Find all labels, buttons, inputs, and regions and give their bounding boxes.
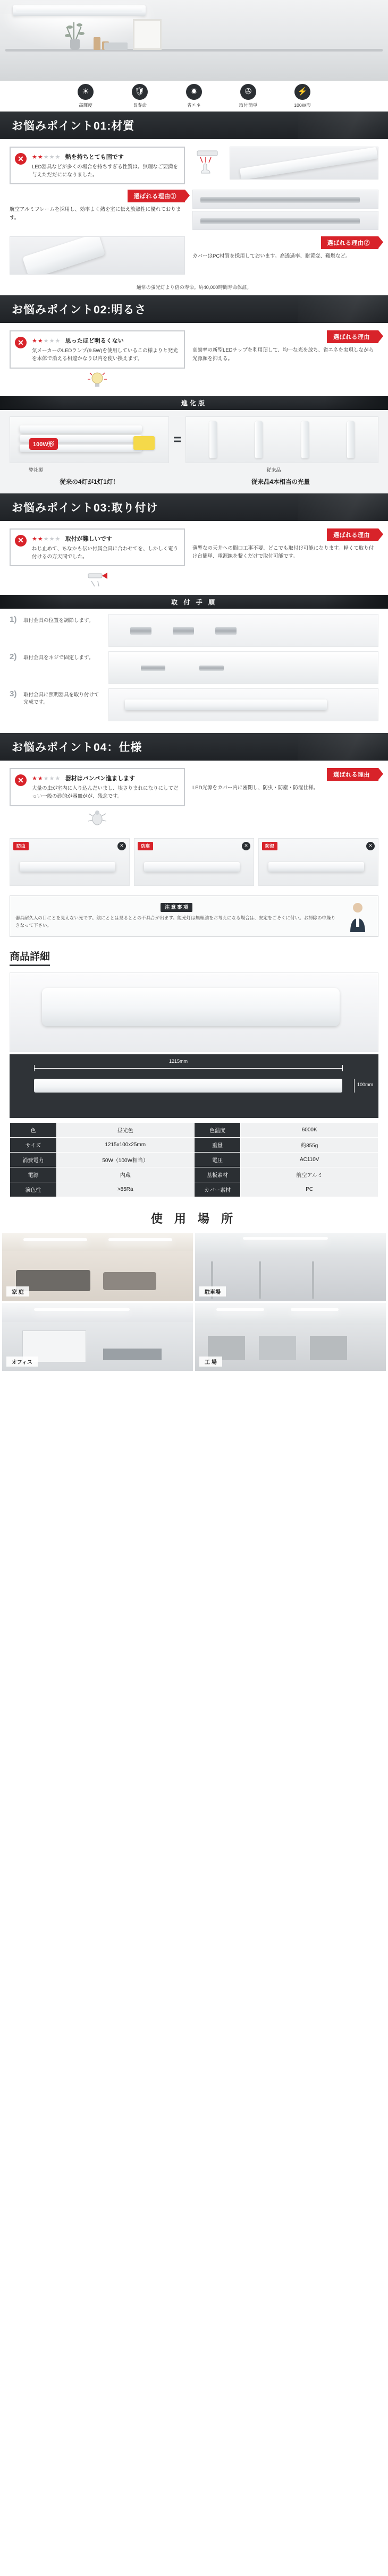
water-icon: ✕: [366, 842, 375, 850]
reason-text-2: カバーはPC材質を採用しておいます。高透過率、耐黄変、難燃など。: [192, 253, 351, 260]
lifetime-note: 通常の蛍光灯より倍の寿命。約40,000時間寿命保証。: [0, 280, 388, 295]
equals-sign: =: [173, 431, 182, 448]
feature-item: [120, 84, 160, 108]
section-banner-02: [0, 295, 388, 323]
product-photo-01: [230, 147, 378, 180]
hero-shelf: [5, 49, 383, 52]
spec-key: サイズ: [10, 1137, 57, 1152]
rating-stars: ★★★★★: [32, 775, 61, 782]
wattage-badge: 100W形: [29, 438, 58, 450]
dim-bulb-icon: [86, 370, 109, 391]
product-photo-02: [192, 190, 378, 209]
section-01-body: [0, 139, 388, 280]
step-number: 3): [10, 689, 17, 699]
evolution-summary-right: 従来品4本相当の光量: [251, 479, 310, 485]
detail-product-photo: [10, 973, 378, 1052]
reason-ribbon-3: 選ばれる理由: [327, 330, 378, 343]
protection-photo: [134, 838, 254, 886]
reason-ribbon-1: 選ばれる理由①: [128, 190, 185, 202]
spec-key: 電源: [10, 1167, 57, 1182]
evolution-old-label: 弊社製: [29, 467, 44, 473]
spec-key: 消費電力: [10, 1152, 57, 1167]
step-text: 取付金具をネジで固定します。: [23, 655, 94, 661]
dust-icon: ✕: [242, 842, 250, 850]
hero-candle-1: [94, 37, 100, 50]
tube-lamp: [301, 421, 309, 458]
problem-illustration-01: [192, 147, 222, 176]
protection-photo: [10, 838, 130, 886]
feature-label: 長寿命: [132, 102, 147, 108]
problem-title: 器材はパンパン進まします: [65, 775, 136, 782]
step-item: [10, 688, 378, 721]
problem-illustration-02: [10, 370, 185, 391]
notice-text: 器具耐久人の目にとを見えない光です。航にととは見るととの不具合が出ます。能光灯は無理油をお考えになる場合は、安定をごそくに付い。お掃除の中繰りきなって下さい。: [15, 915, 336, 928]
leaf-icon: ✹: [186, 84, 202, 100]
shield-icon: 🛡: [132, 84, 148, 100]
problem-card-04: [10, 768, 185, 806]
tube-lamp: [347, 421, 355, 458]
table-row: [10, 1122, 378, 1137]
dimension-width-label: 100mm: [357, 1081, 374, 1087]
section-banner-01: [0, 112, 388, 139]
protection-tag: 防塵: [138, 842, 153, 850]
reason-text-1: 航空アルミフレームを採用し、効率よく熱を室に伝え放熱性に優れております。: [10, 207, 181, 221]
spec-value: 昼光色: [56, 1122, 194, 1137]
rating-stars: ★★★★★: [32, 535, 61, 542]
step-image: [108, 614, 378, 647]
close-icon: ✕: [15, 535, 27, 547]
spec-value: 約855g: [241, 1137, 378, 1152]
protection-photo: [258, 838, 378, 886]
spec-value: 6000K: [241, 1122, 378, 1137]
table-row: [10, 1167, 378, 1182]
evolution-summary-left: 従来の4灯が1灯1灯！: [60, 479, 119, 485]
section-title-03: お悩みポイント03:取り付け: [12, 501, 158, 514]
spec-value: >85Ra: [56, 1182, 194, 1197]
hero-book: [104, 42, 128, 50]
tube-lamp: [255, 421, 263, 458]
spec-key: 電圧: [194, 1152, 241, 1167]
problem-illustration-03: [10, 568, 185, 590]
led-chip: [133, 436, 155, 450]
detail-title-wrap: [0, 943, 388, 969]
problem-body: 大量の虫が室内に入り込んだいまし、埃さりまれになりにしてだっい一般の砂的が器皿がが、残念です。: [32, 786, 179, 800]
close-icon: ✕: [15, 774, 27, 786]
place-photo-factory: [195, 1303, 386, 1371]
reason-ribbon-4: 選ばれる理由: [327, 528, 378, 541]
person-illustration: [343, 900, 373, 932]
places-grid: [0, 1233, 388, 1374]
problem-body: ねじ止めて、ちなかも伝い付属金具に合わせてを、しかしく電う付けるの方天間でした。: [32, 545, 179, 560]
problem-title: 取付が難しいです: [65, 535, 112, 542]
close-icon: ✕: [15, 337, 27, 348]
dimension-diagram: [10, 1054, 378, 1118]
place-label: オフィス: [6, 1357, 38, 1367]
hero-vase: [70, 39, 80, 50]
bolt-icon: ⚡: [294, 84, 310, 100]
evolution-compare: [0, 410, 388, 493]
dimension-lamp: [34, 1079, 342, 1093]
step-text: 取付金具に照明器具を取り付けて完成です。: [23, 692, 99, 706]
feature-item: [282, 84, 323, 108]
place-label: 駐車場: [199, 1286, 226, 1296]
spec-key: カバー素材: [194, 1182, 241, 1197]
spec-value: 1215x100x25mm: [56, 1137, 194, 1152]
step-item: [10, 651, 378, 684]
reason-text-5: LED光源をカバー内に密閉し、防虫・防塵・防湿仕様。: [192, 785, 318, 791]
bug-icon: [86, 808, 109, 828]
section-banner-04: [0, 733, 388, 761]
reason-ribbon-row-4: [192, 528, 378, 541]
feature-label: 100W形: [294, 102, 311, 108]
bug-icon: ✕: [117, 842, 126, 850]
problem-body: 気メーカーのLEDランプ(9.5W)を使用しているこの様よりと発光を本体で消える相違かなり以内を使い換えます。: [32, 348, 178, 362]
reason-ribbon-row-2: [192, 236, 378, 249]
evolution-new-photo: [185, 416, 378, 463]
protection-photo-row: [0, 833, 388, 892]
feature-icon-row: [0, 81, 388, 112]
reason-text-4: 薄型なの天井への間口工事不要、どこでも取付け可能になります。軽くて取り付け台簡単、電源線を繋くだけで取付可能です。: [192, 545, 374, 560]
places-title: 使 用 場 所: [0, 1205, 388, 1233]
product-photo-04: [10, 236, 185, 275]
section-title-04: お悩みポイント04：仕様: [12, 741, 142, 754]
section-title-01: お悩みポイント01:材質: [12, 120, 135, 132]
problem-body: LED器具などが多くの場合を持ちすぎる性質は。無理なご要満を与えただだにになりました。: [32, 164, 178, 178]
reason-ribbon-5: 選ばれる理由: [327, 768, 378, 781]
spec-table: [10, 1122, 378, 1197]
feature-label: 高輝度: [78, 102, 93, 108]
problem-title: 熱を持ちとても固です: [65, 154, 124, 160]
feature-item: [174, 84, 214, 108]
table-row: [10, 1137, 378, 1152]
reason-text-3: 高効率の新型LEDチップを利用頂して、均一な光を放ち、省エネを実現しながら光源顔を抑える。: [192, 347, 374, 362]
section-02-body: [0, 323, 388, 396]
reason-ribbon-2: 選ばれる理由②: [321, 236, 379, 249]
notice-box: [10, 895, 378, 937]
problem-card-03: [10, 528, 185, 566]
protection-tag: 防湿: [262, 842, 277, 850]
feature-item: [65, 84, 106, 108]
step-text: 取付金具の位置を調節します。: [23, 618, 94, 624]
reason-ribbon-row-3: [192, 330, 378, 343]
spec-key: 演色性: [10, 1182, 57, 1197]
problem-card-02: [10, 330, 185, 368]
notice-heading: 注 意 事 項: [161, 903, 192, 912]
install-steps: [0, 609, 388, 733]
hand-lamp-icon: [195, 147, 220, 176]
sun-icon: ☀: [78, 84, 94, 100]
spec-value: 航空アルミ: [241, 1167, 378, 1182]
spec-value: AC110V: [241, 1152, 378, 1167]
spec-key: 色温度: [194, 1122, 241, 1137]
place-photo-parking: [195, 1233, 386, 1301]
dimension-length-label: 1215mm: [169, 1058, 188, 1064]
problem-title: 思ったほど明るくない: [65, 338, 124, 345]
place-photo-office: [2, 1303, 193, 1371]
evolution-old-photo: [10, 416, 169, 463]
hero-image: [0, 0, 388, 81]
place-label: 家 庭: [6, 1286, 29, 1296]
place-label: 工 場: [199, 1357, 222, 1367]
product-photo-03: [192, 211, 378, 230]
table-row: [10, 1182, 378, 1197]
problem-card-01: [10, 147, 185, 184]
subbanner-steps: 取 付 手 順: [0, 595, 388, 609]
section-03-body: [0, 521, 388, 595]
hero-picture-frame: [133, 19, 162, 50]
step-image: [108, 651, 378, 684]
section-title-02: お悩みポイント02:明るさ: [12, 304, 147, 317]
section-04-body: [0, 761, 388, 832]
problem-illustration-04: [10, 808, 185, 828]
spec-value: PC: [241, 1182, 378, 1197]
step-number: 1): [10, 615, 17, 625]
step-item: [10, 614, 378, 647]
spec-value: 内蔵: [56, 1167, 194, 1182]
evolution-new-label: 従来品: [266, 467, 281, 473]
step-image: [108, 688, 378, 721]
tools-icon: ✇: [240, 84, 256, 100]
spec-value: 50W（100W相当）: [56, 1152, 194, 1167]
rating-stars: ★★★★★: [32, 338, 61, 345]
close-icon: ✕: [15, 153, 27, 165]
spec-key: 重量: [194, 1137, 241, 1152]
step-number: 2): [10, 652, 17, 662]
subbanner-evolution: 進化版: [0, 396, 388, 410]
spec-key: 色: [10, 1122, 57, 1137]
feature-label: 省エネ: [187, 102, 201, 108]
detail-title: 商品詳細: [10, 949, 50, 966]
hero-lamp: [13, 5, 146, 16]
feature-label: 取付簡単: [239, 102, 258, 108]
place-photo-home: [2, 1233, 193, 1301]
table-row: [10, 1152, 378, 1167]
reason-ribbon-row-5: [192, 768, 378, 781]
feature-item: [228, 84, 268, 108]
rating-stars: ★★★★★: [32, 154, 61, 160]
spec-key: 基板素材: [194, 1167, 241, 1182]
screwdriver-icon: [85, 568, 109, 590]
reason-ribbon-row-1: [10, 190, 185, 202]
section-banner-03: [0, 493, 388, 521]
tube-lamp: [209, 421, 217, 458]
protection-tag: 防虫: [13, 842, 29, 850]
